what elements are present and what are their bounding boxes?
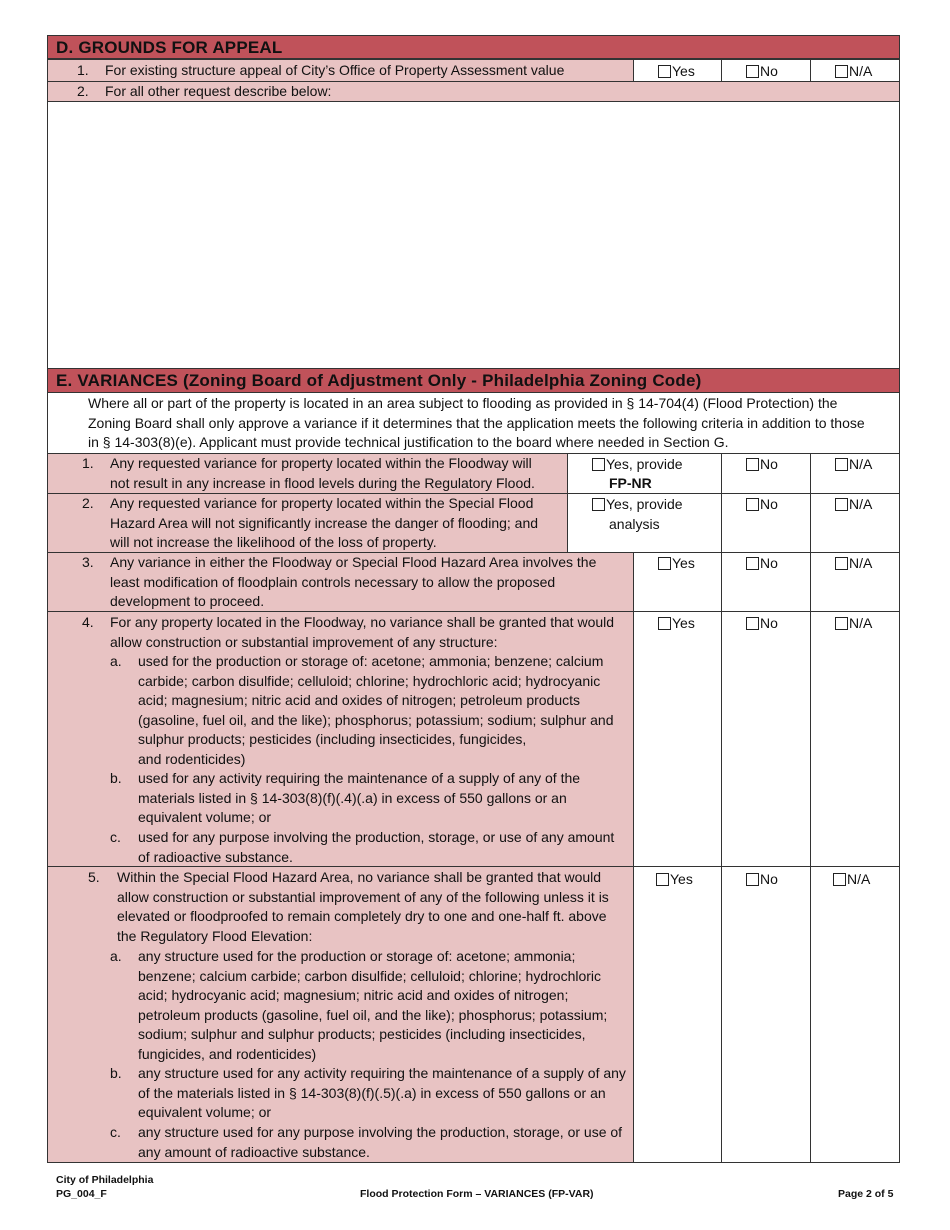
e-item5-question: 5. Within the Special Flood Hazard Area, no variance shall be granted that would allow construction or substantial improvement of any of the following unless it is elevated or floodproofed to remain completely dry to one and one-half ft. above the Regulatory Flood Elevation: a. any structure used for the production or storage of: acetone; ammonia; benzene; calcium carbide; carbon disulfide; celluloid; chlorine; hydrochloric acid; hydrocyanic acid; magnesium; nitric acid and oxides of nitrogen; petroleum products (gasoline, fuel oil, and the like); phosphorus; potassium; sodium; sulphur and sulphur products; pesticides (including insecticides, fungicides, and rodenticides) b. any structure used for any activity requiring the maintenance of a supply of any of the materials listed in § 14-303(8)(f)(.5)(.a) in excess of 550 gallons or an equivalent volume; or c. any structure used for any purpose involving the production, storage, or use of any amount of radioactive substance. [47, 866, 634, 1163]
e2-yes-cell [567, 493, 722, 553]
e1-no-cell [721, 453, 811, 494]
e4-na-option[interactable]: N/A [835, 615, 872, 631]
row1-text: For existing structure appeal of City’s Office of Property Assessment value [105, 62, 565, 78]
checkbox-icon[interactable] [835, 498, 848, 511]
section-e-title: E. VARIANCES (Zoning Board of Adjustment Only - Philadelphia Zoning Code) [56, 371, 702, 390]
e1-na-option[interactable]: N/A [835, 456, 872, 472]
e-item2-question: 2. Any requested variance for property located within the Special Flood Hazard Area will not significantly increase the danger of flooding; and will not increase the likelihood of the loss of property. [47, 493, 568, 553]
e5-na-cell [810, 866, 900, 1163]
e3-na-cell [810, 552, 900, 612]
e5-na-option[interactable]: N/A [833, 871, 870, 887]
checkbox-icon[interactable] [746, 458, 759, 471]
e4-na-cell [810, 611, 900, 867]
e3-yes-option[interactable]: Yes [658, 555, 695, 571]
checkbox-icon[interactable] [592, 458, 605, 471]
checkbox-icon[interactable] [658, 617, 671, 630]
e2-yes-option[interactable]: Yes, provide [592, 496, 683, 512]
e4-no-option[interactable]: No [746, 615, 778, 631]
footer-form-title: Flood Protection Form – VARIANCES (FP-VAR) [360, 1188, 594, 1200]
checkbox-icon[interactable] [746, 873, 759, 886]
checkbox-icon[interactable] [746, 65, 759, 78]
e2-na-option[interactable]: N/A [835, 496, 872, 512]
item5-sub-c: any structure used for any purpose involving the production, storage, or use of any amount of radioactive substance. [138, 1124, 623, 1160]
checkbox-icon[interactable] [746, 498, 759, 511]
item5-sub-a: any structure used for the production or storage of: acetone; ammonia; benzene; calcium carbide; carbon disulfide; celluloid; chlorine; hydrochloric acid; hydrocyanic acid; magnesium; nitric acid and oxides of nitrogen; petroleum products (gasoline, fuel oil, and the like); phosphorus; potassium; sodium; sulphur and sulphur products; pesticides (including insecticides, fungicides, and rodenticides) [138, 948, 608, 1062]
footer-code: PG_004_F [56, 1188, 107, 1200]
checkbox-icon[interactable] [658, 557, 671, 570]
analysis-label: analysis [609, 516, 660, 532]
e1-no-option[interactable]: No [746, 456, 778, 472]
e2-no-cell [721, 493, 811, 553]
section-e-header [47, 368, 900, 393]
checkbox-icon[interactable] [835, 557, 848, 570]
checkbox-icon[interactable] [746, 617, 759, 630]
e3-yes-cell [633, 552, 722, 612]
e2-na-cell [810, 493, 900, 553]
checkbox-icon[interactable] [835, 458, 848, 471]
e4-no-cell [721, 611, 811, 867]
e1-yes-cell [567, 453, 722, 494]
row2-number: 2. [77, 83, 89, 99]
d1-yes-cell [633, 59, 722, 82]
checkbox-icon[interactable] [592, 498, 605, 511]
section-d-row2 [47, 81, 900, 102]
intro-text: Where all or part of the property is located in an area subject to flooding as provided in § 14-704(4) (Flood Protection) the Zoning Board shall only approve a variance if it determines that the application meets the following criteria in addition to those in § 14-303(8)(e). Applicant must provide technical justification to the board where needed in Section G. [88, 395, 865, 450]
row1-number: 1. [77, 62, 89, 78]
section-e-intro [47, 392, 900, 454]
checkbox-icon[interactable] [835, 617, 848, 630]
checkbox-icon[interactable] [746, 557, 759, 570]
item4-sub-a: used for the production or storage of: acetone; ammonia; benzene; calcium carbide; carbon disulfide; celluloid; chlorine; hydrochloric acid; hydrocyanic acid; magnesium; nitric acid and oxides of nitrogen; petroleum products (gasoline, fuel oil, and the like); phosphorus; potassium; sodium; sulphur and sulphur products; pesticides (including insecticides, fungicides, and rodenticides) [138, 653, 614, 767]
d1-no-option[interactable]: No [746, 63, 778, 79]
footer-page-number: Page 2 of 5 [838, 1188, 894, 1200]
e1-yes-option[interactable]: Yes, provide [592, 456, 683, 472]
checkbox-icon[interactable] [658, 65, 671, 78]
e-item1-question: 1. Any requested variance for property located within the Floodway will not result in any increase in flood levels during the Regulatory Flood. [47, 453, 568, 494]
d1-na-cell [810, 59, 900, 82]
e-item4-question: 4. For any property located in the Floodway, no variance shall be granted that would allow construction or substantial improvement of any structure: a. used for the production or storage of: acetone; ammonia; benzene; calcium carbide; carbon disulfide; celluloid; chlorine; hydrochloric acid; hydrocyanic acid; magnesium; nitric acid and oxides of nitrogen; petroleum products (gasoline, fuel oil, and the like); phosphorus; potassium; sodium; sulphur and sulphur products; pesticides (including insecticides, fungicides, and rodenticides) b. used for any activity requiring the maintenance of a supply of any of the materials listed in § 14-303(8)(f)(.4)(.a) in excess of 550 gallons or an equivalent volume; or c. used for any purpose involving the production, storage, or use of any amount of radioactive substance. [47, 611, 634, 867]
e5-yes-cell [633, 866, 722, 1163]
e5-no-option[interactable]: No [746, 871, 778, 887]
d1-yes-option[interactable]: Yes [658, 63, 695, 79]
e4-yes-option[interactable]: Yes [658, 615, 695, 631]
appeal-description-area[interactable] [47, 101, 900, 369]
e1-na-cell [810, 453, 900, 494]
footer-org: City of Philadelphia [56, 1174, 154, 1186]
checkbox-icon[interactable] [833, 873, 846, 886]
section-d-header [47, 35, 900, 59]
e5-no-cell [721, 866, 811, 1163]
e-item3-question: 3. Any variance in either the Floodway or Special Flood Hazard Area involves the least modification of floodplain controls necessary to allow the proposed development to proceed. [47, 552, 634, 612]
e3-no-option[interactable]: No [746, 555, 778, 571]
fp-nr-label: FP-NR [609, 475, 652, 491]
e4-yes-cell [633, 611, 722, 867]
d1-no-cell [721, 59, 811, 82]
e5-yes-option[interactable]: Yes [656, 871, 693, 887]
item4-sub-b: used for any activity requiring the maintenance of a supply of any of the materials listed in § 14-303(8)(f)(.4)(.a) in excess of 550 gallons or an equivalent volume; or [138, 770, 581, 825]
e3-no-cell [721, 552, 811, 612]
section-d-title: D. GROUNDS FOR APPEAL [56, 38, 283, 57]
d1-na-option[interactable]: N/A [835, 63, 872, 79]
section-d-row1-question [47, 59, 634, 82]
e3-na-option[interactable]: N/A [835, 555, 872, 571]
e2-no-option[interactable]: No [746, 496, 778, 512]
row2-text: For all other request describe below: [105, 83, 332, 99]
item4-sub-c: used for any purpose involving the production, storage, or use of any amount of radioactive substance. [138, 829, 615, 865]
item5-sub-b: any structure used for any activity requiring the maintenance of a supply of any of the materials listed in § 14-303(8)(f)(.5)(.a) in excess of 550 gallons or an equivalent volume; or [138, 1065, 626, 1120]
checkbox-icon[interactable] [656, 873, 669, 886]
checkbox-icon[interactable] [835, 65, 848, 78]
